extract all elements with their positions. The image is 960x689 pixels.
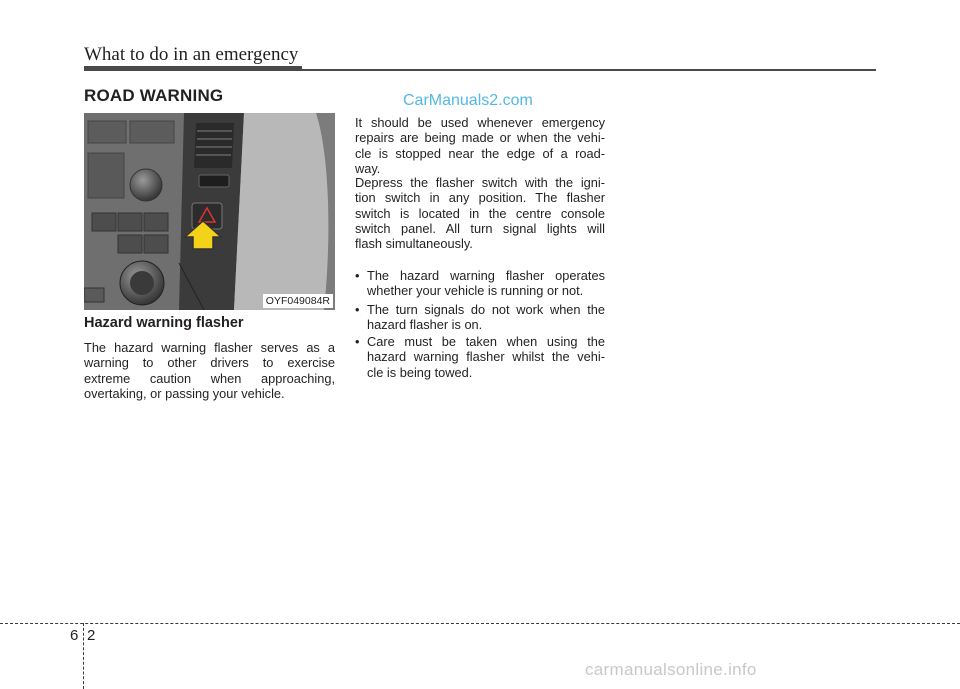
header-rule-thick [84,66,302,71]
section-heading: ROAD WARNING [84,86,224,105]
watermark-bottom: carmanualsonline.info [585,660,757,679]
page-number: 2 [87,627,96,644]
paragraph-line: way. [355,160,381,176]
paragraph-line: switch panel. All turn signal lights will [355,220,605,236]
figure-code-label: OYF049084R [263,294,333,308]
paragraph-line: overtaking, or passing your vehicle. [84,385,285,401]
bullet-line: Care must be taken when using the [367,334,605,349]
paragraph-line: flash simultaneously. [355,236,473,252]
bullet-line: The hazard warning flasher operates [367,268,605,283]
bullet-item [355,302,605,333]
paragraph-line: switch is located in the centre console [355,205,605,221]
chapter-number: 6 [70,627,79,644]
bullet-line: cle is being towed. [367,364,473,380]
hazard-switch-photo [84,113,335,310]
paragraph-line: cle is stopped near the edge of a road- [355,145,605,161]
bullet-dot: • [355,334,360,349]
paragraph-line: tion switch in any position. The flasher [355,190,605,206]
bullet-line: hazard warning flasher whilst the vehi- [367,349,605,365]
bullet-dot: • [355,302,360,317]
right-paragraph-operation [355,175,605,251]
left-paragraph [84,340,335,401]
watermark-top: CarManuals2.com [403,92,533,109]
bullet-item [355,268,605,299]
footer-rule [0,623,960,624]
bullet-line: hazard flasher is on. [367,317,483,333]
footer-vertical-rule [83,623,84,689]
dashboard-illustration [84,113,335,310]
bullet-item [355,334,605,380]
bullet-line: whether your vehicle is running or not. [367,283,584,299]
paragraph-line: Depress the flasher switch with the igni- [355,175,605,190]
paragraph-line: It should be used whenever emergency [355,115,605,130]
bullet-line: The turn signals do not work when the [367,302,605,317]
subheading-hazard-flasher: Hazard warning flasher [84,315,244,331]
page-header-title: What to do in an emergency [84,44,299,65]
paragraph-line: extreme caution when approaching, [84,370,335,386]
header-rule-thin [302,69,876,71]
paragraph-line: repairs are being made or when the vehi- [355,130,605,146]
bullet-dot: • [355,268,360,283]
paragraph-line: The hazard warning flasher serves as a [84,340,335,355]
right-paragraph-usage [355,115,605,176]
paragraph-line: warning to other drivers to exercise [84,355,335,371]
